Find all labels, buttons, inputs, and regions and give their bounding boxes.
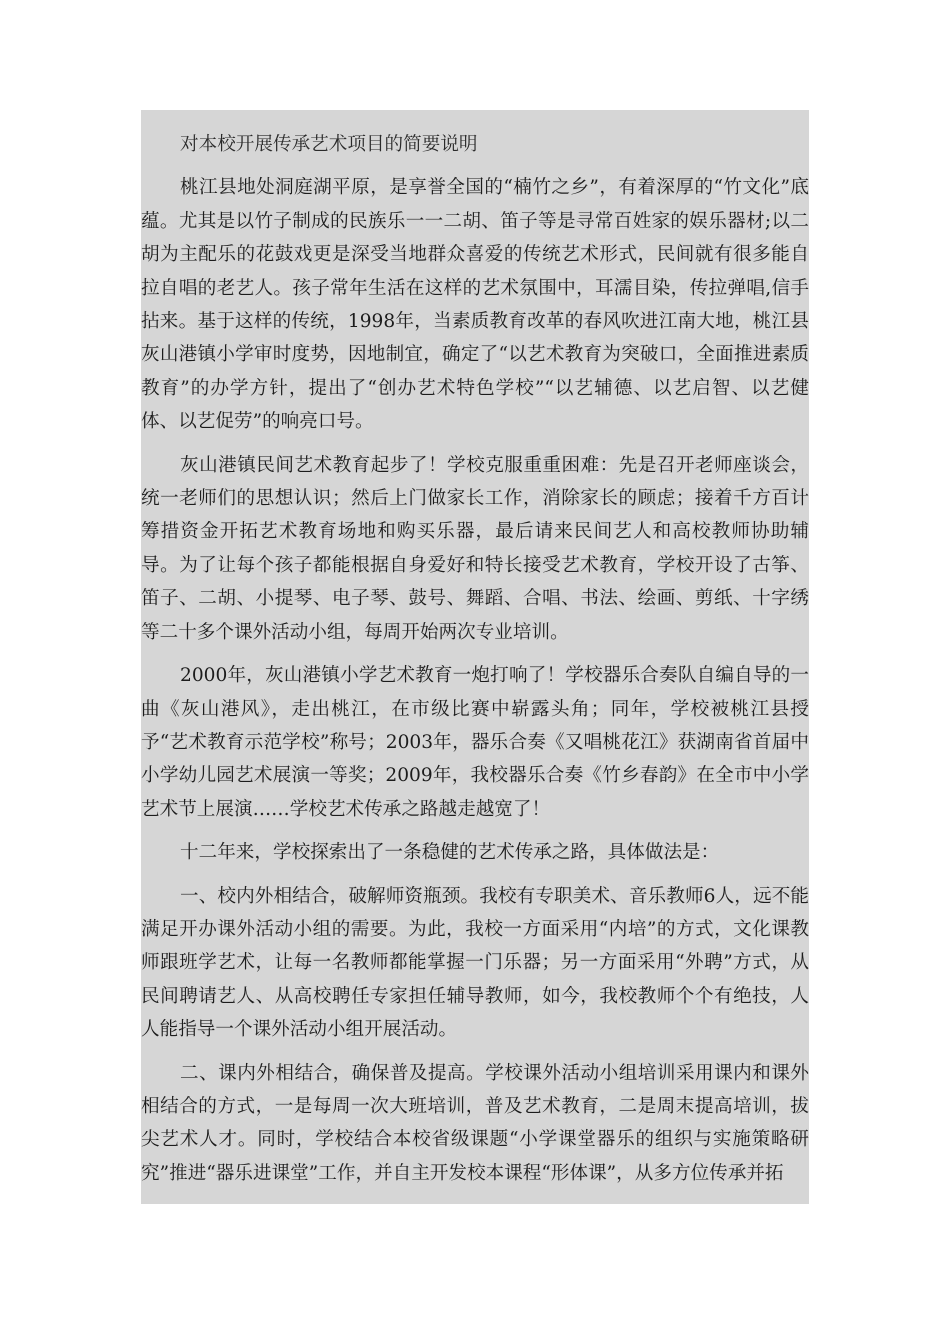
scanned-text-block bbox=[141, 110, 809, 1204]
paragraph-summary: 十二年来，学校探索出了一条稳健的艺术传承之路，具体做法是： bbox=[180, 842, 720, 864]
document-title: 对本校开展传承艺术项目的简要说明 bbox=[180, 134, 478, 155]
paragraph-method-one: 一、校内外相结合，破解师资瓶颈。我校有专职美术、音乐教师6人，远不能满足开办课外活动小组的需要。为此，我校一方面采用“内培”的方式，文化课教师跟班学艺术，让每一名教师都能掌握一门乐器；另一方面采用“外聘”方式，从民间聘请艺人、从高校聘任专家担任辅导教师，如今，我校教师个个有绝技，人人能指导一个课外活动小组开展活动。 bbox=[141, 885, 809, 1041]
paragraph-achievements: 2000年，灰山港镇小学艺术教育一炮打响了！学校器乐合奏队自编自导的一曲《灰山港风》，走出桃江，在市级比赛中崭露头角；同年，学校被桃江县授予“艺术教育示范学校”称号；2003年，器乐合奏《又唱桃花江》获湖南省首届中小学幼儿园艺术展演一等奖；2009年，我校器乐合奏《竹乡春韵》在全市中小学艺术节上展演……学校艺术传承之路越走越宽了！ bbox=[141, 665, 809, 820]
paragraph-start: 灰山港镇民间艺术教育起步了！学校克服重重困难：先是召开老师座谈会，统一老师们的思想认识；然后上门做家长工作，消除家长的顾虑；接着千方百计筹措资金开拓艺术教育场地和购买乐器，最后请来民间艺人和高校教师协助辅导。为了让每个孩子都能根据自身爱好和特长接受艺术教育，学校开设了古筝、笛子、二胡、小提琴、电子琴、鼓号、舞蹈、合唱、书法、绘画、剪纸、十字绣等二十多个课外活动小组，每周开始两次专业培训。 bbox=[141, 454, 809, 643]
paragraph-method-two: 二、课内外相结合，确保普及提高。学校课外活动小组培训采用课内和课外相结合的方式，一是每周一次大班培训，普及艺术教育，二是周末提高培训，拔尖艺术人才。同时，学校结合本校省级课题“小学课堂器乐的组织与实施策略研究”推进“器乐进课堂”工作，并自主开发校本课程“形体课”，从多方位传承并拓 bbox=[141, 1062, 809, 1184]
paragraph-background: 桃江县地处洞庭湖平原，是享誉全国的“楠竹之乡”，有着深厚的“竹文化”底蕴。尤其是以竹子制成的民族乐一一二胡、笛子等是寻常百姓家的娱乐器材;以二胡为主配乐的花鼓戏更是深受当地群众喜爱的传统艺术形式，民间就有很多能自拉自唱的老艺人。孩子常年生活在这样的艺术氛围中，耳濡目染，传拉弹唱,信手拈来。基于这样的传统，1998年，当素质教育改革的春风吹进江南大地，桃江县灰山港镇小学审时度势，因地制宜，确定了“以艺术教育为突破口，全面推进素质教育”的办学方针，提出了“创办艺术特色学校”“以艺辅德、以艺启智、以艺健体、以艺促劳”的响亮口号。 bbox=[141, 177, 809, 433]
